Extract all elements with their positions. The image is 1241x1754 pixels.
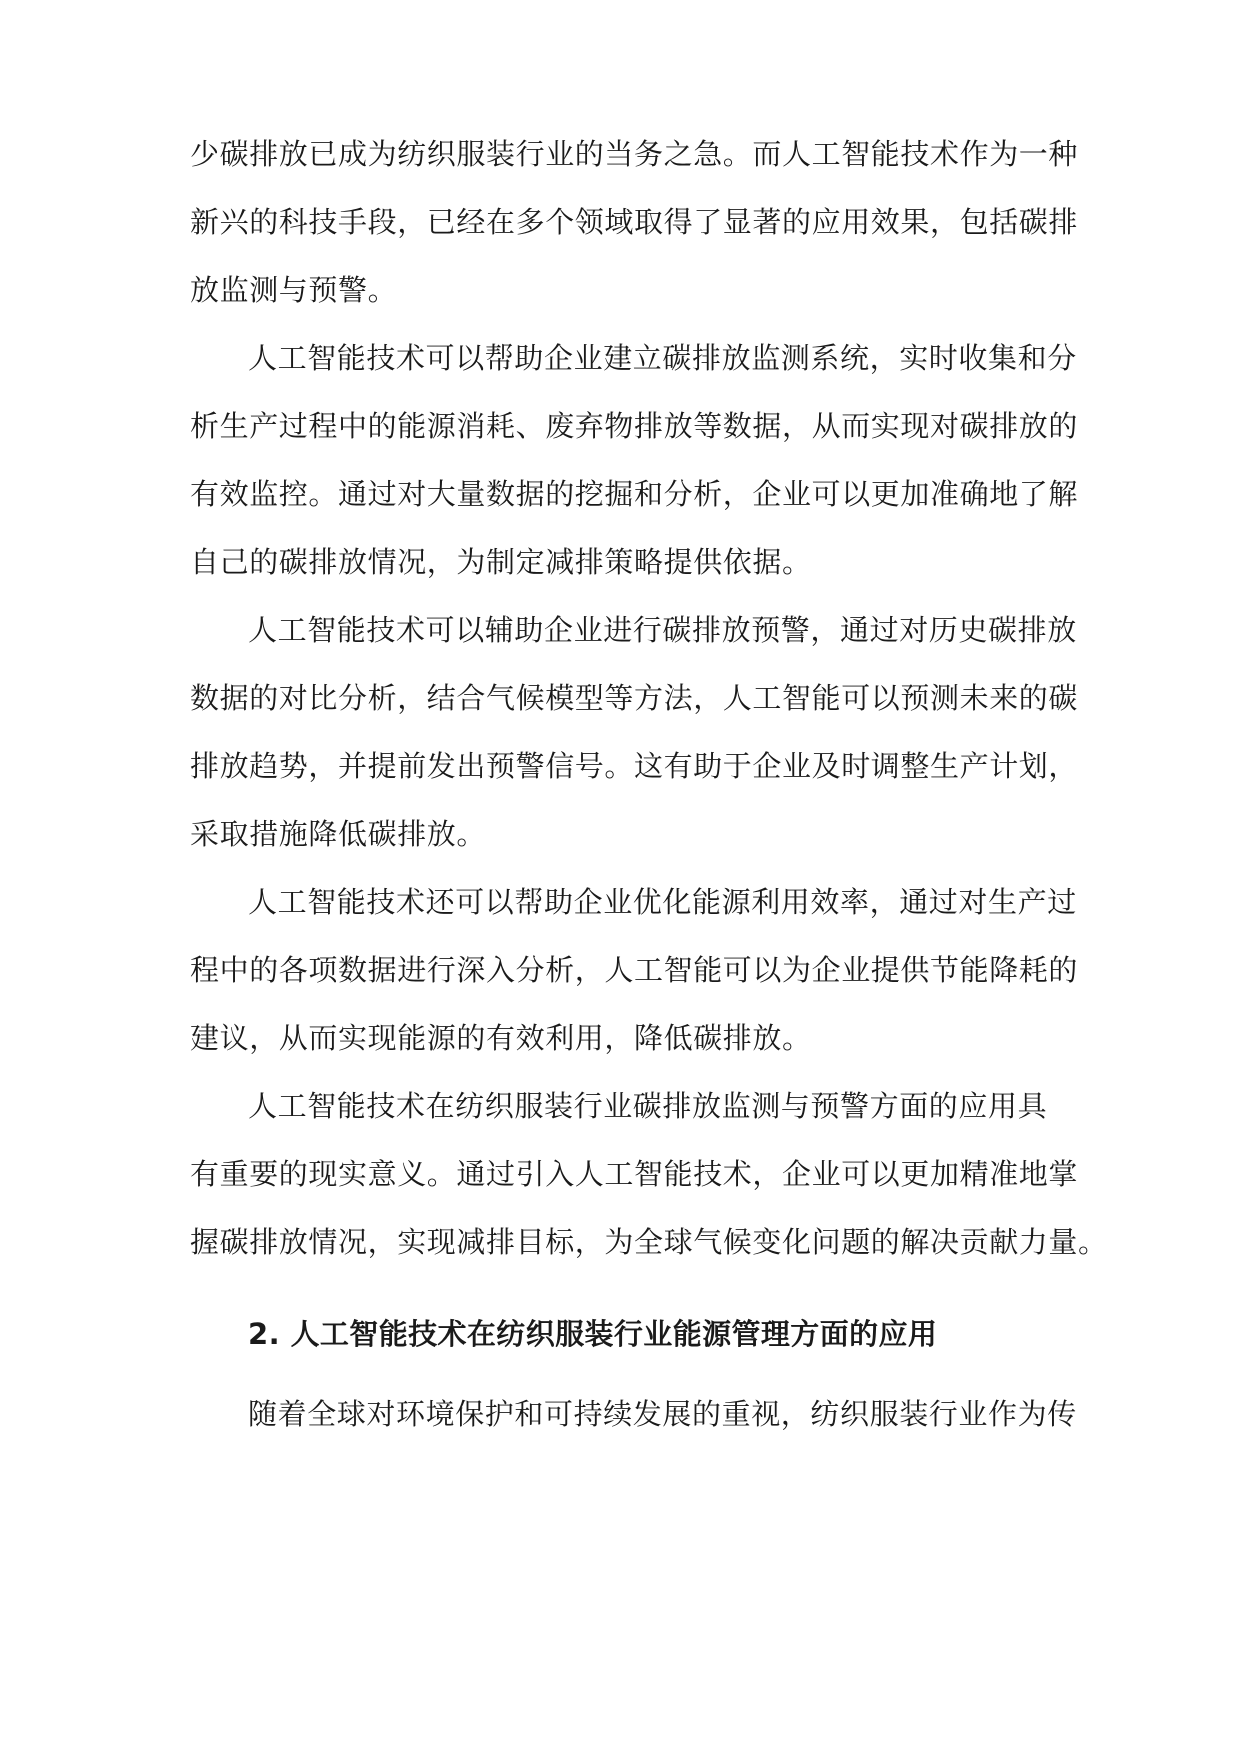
paragraph-2-line-3: 有效监控。通过对大量数据的挖掘和分析，企业可以更加准确地了解 [190, 477, 1079, 511]
paragraph-3-line-1: 人工智能技术可以辅助企业进行碳排放预警，通过对历史碳排放 [248, 613, 1077, 647]
paragraph-3-line-4: 采取措施降低碳排放。 [190, 817, 487, 851]
section-heading: 2. 人工智能技术在纺织服装行业能源管理方面的应用 [248, 1317, 938, 1351]
paragraph-5-line-2: 有重要的现实意义。通过引入人工智能技术，企业可以更加精准地掌 [190, 1157, 1079, 1191]
paragraph-3-line-3: 排放趋势，并提前发出预警信号。这有助于企业及时调整生产计划， [190, 749, 1079, 783]
paragraph-1-line-3: 放监测与预警。 [190, 273, 398, 307]
paragraph-4-line-3: 建议，从而实现能源的有效利用，降低碳排放。 [190, 1021, 812, 1055]
paragraph-6-line-1: 随着全球对环境保护和可持续发展的重视，纺织服装行业作为传 [248, 1397, 1077, 1431]
paragraph-2-line-1: 人工智能技术可以帮助企业建立碳排放监测系统，实时收集和分 [248, 341, 1077, 375]
paragraph-4-line-1: 人工智能技术还可以帮助企业优化能源利用效率，通过对生产过 [248, 885, 1077, 919]
paragraph-1-line-1: 少碳排放已成为纺织服装行业的当务之急。而人工智能技术作为一种 [190, 137, 1079, 171]
paragraph-2-line-2: 析生产过程中的能源消耗、废弃物排放等数据，从而实现对碳排放的 [190, 409, 1079, 443]
paragraph-3-line-2: 数据的对比分析，结合气候模型等方法，人工智能可以预测未来的碳 [190, 681, 1079, 715]
paragraph-5-line-3: 握碳排放情况，实现减排目标，为全球气候变化问题的解决贡献力量。 [190, 1225, 1108, 1259]
paragraph-2-line-4: 自己的碳排放情况，为制定减排策略提供依据。 [190, 545, 812, 579]
paragraph-4-line-2: 程中的各项数据进行深入分析，人工智能可以为企业提供节能降耗的 [190, 953, 1079, 987]
paragraph-1-line-2: 新兴的科技手段，已经在多个领域取得了显著的应用效果，包括碳排 [190, 205, 1079, 239]
paragraph-5-line-1: 人工智能技术在纺织服装行业碳排放监测与预警方面的应用具 [248, 1089, 1048, 1123]
